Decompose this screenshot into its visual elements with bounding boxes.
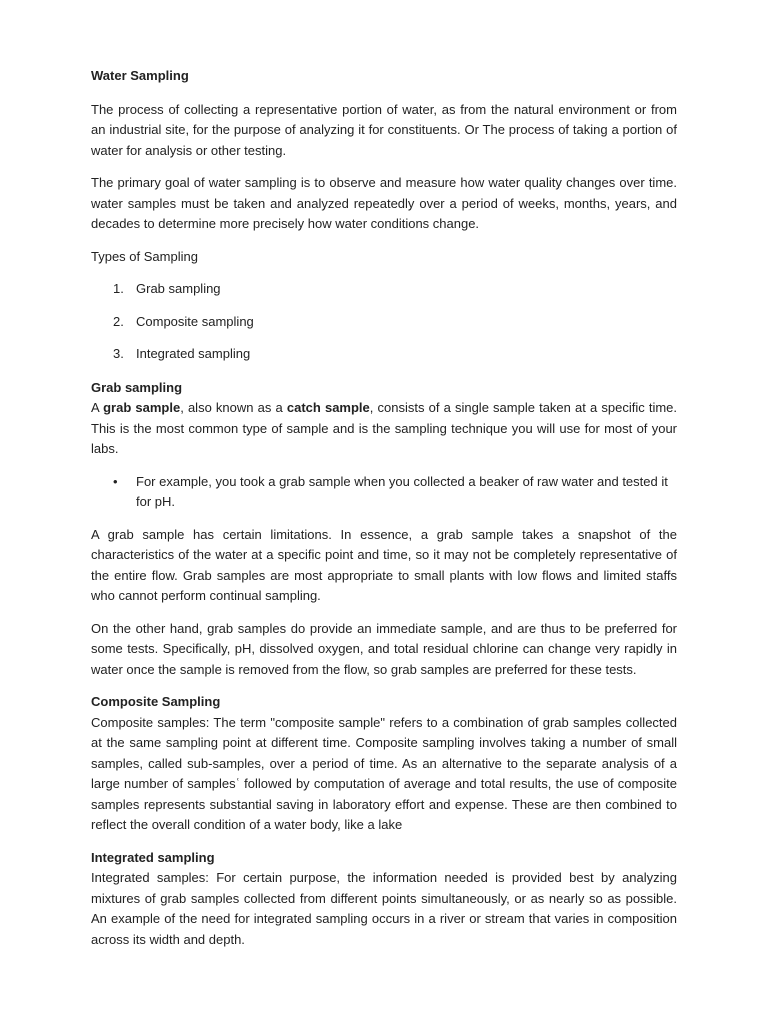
grab-paragraph-3: On the other hand, grab samples do provide an immediate sample, and are thus to be preferred for some tests. Specifically, pH, dissolved oxygen, and total residual chlorine can change very rapidly in water once the sample is removed from the flow, so grab samples are preferred for these tests. [91, 620, 677, 677]
types-heading: Types of Sampling [91, 248, 198, 264]
list-item [91, 279, 677, 300]
integrated-sampling-heading: Integrated sampling [91, 849, 215, 865]
grab-sample-term: grab sample [103, 400, 181, 415]
grab-sampling-section [91, 378, 677, 681]
list-number: 3. [113, 346, 124, 361]
list-item-label: Grab sampling [136, 281, 221, 296]
composite-sampling-section [91, 692, 677, 836]
composite-sampling-heading: Composite Sampling [91, 694, 221, 709]
catch-sample-term: catch sample [286, 400, 370, 415]
intro-paragraph-2: The primary goal of water sampling is to observe and measure how water quality changes over time. water samples must be taken and analyzed repeatedly over a period of weeks, months, years, and decades to determine more precisely how water conditions change. [91, 175, 677, 231]
integrated-paragraph: Integrated samples: For certain purpose, the information needed is provided best by analyzing mixtures of grab samples collected from different points simultaneously, or as nearly so as possible. An example of the need for integrated sampling occurs in a river or stream that varies in composition across its width and depth. [91, 870, 677, 947]
grab-sampling-heading: Grab sampling [91, 379, 183, 395]
list-item [91, 312, 677, 333]
sampling-types-list [91, 279, 677, 365]
composite-paragraph: Composite samples: The term "composite sample" refers to a combination of grab samples collected at the same sampling point at different time. Composite sampling involves taking a number of small samples, called sub-samples, over a period of time. As an alternative to the separate analysis of a large number of samplesʿ followed by computation of average and total results, the use of composite samples represents substantial saving in laboratory effort and expense. These are then combined to reflect the overall condition of a water body, like a lake [91, 714, 677, 832]
document-body [91, 66, 677, 950]
list-number: 2. [113, 313, 124, 329]
list-item [91, 344, 677, 365]
grab-bullet-list [91, 472, 677, 513]
intro-paragraph-1: The process of collecting a representative portion of water, as from the natural environment or from an industrial site, for the purpose of analyzing it for constituents. Or The process of taking a portion of water for analysis or other testing. [91, 101, 677, 158]
grab-paragraph-2: A grab sample has certain limitations. In essence, a grab sample takes a snapshot of the characteristics of the water at a specific point and time, so it may not be completely representative of the entire flow. Grab samples are most appropriate to small plants with low flows and limited staffs who cannot perform continual sampling. [91, 526, 677, 603]
list-number: 1. [113, 281, 124, 296]
integrated-sampling-section [91, 848, 677, 951]
bullet-text: For example, you took a grab sample when you collected a beaker of raw water and tested it for pH. [136, 473, 668, 509]
document-title: Water Sampling [91, 68, 189, 83]
list-item [91, 472, 677, 513]
list-item-label: Integrated sampling [136, 346, 251, 361]
bullet-icon: • [113, 473, 118, 489]
list-item-label: Composite sampling [136, 313, 254, 329]
grab-paragraph-1: A grab sample, also known as a catch sample, consists of a single sample taken at a specific time. This is the most common type of sample and is the sampling technique you will use for most of your labs. [91, 400, 678, 456]
